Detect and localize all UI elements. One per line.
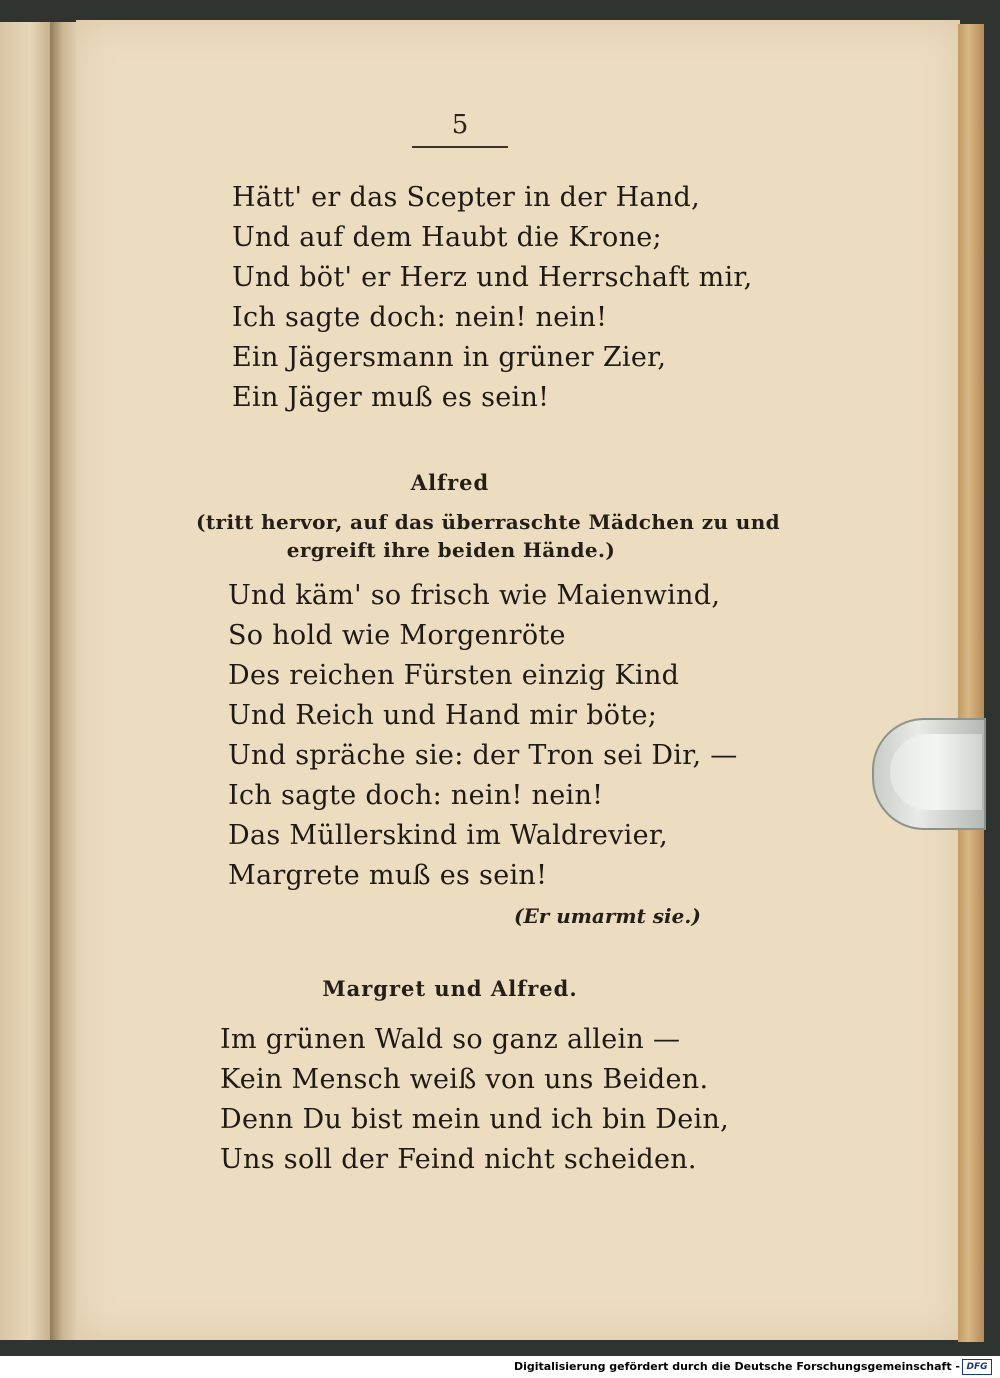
verse-line: Uns soll der Feind nicht scheiden. <box>220 1144 697 1175</box>
verse-line: Hätt' er das Scepter in der Hand, <box>232 182 700 213</box>
verse-line: Ich sagte doch: nein! nein! <box>228 780 604 811</box>
verse-line: Kein Mensch weiß von uns Beiden. <box>220 1064 709 1095</box>
verse-line: Und böt' er Herz und Herrschaft mir, <box>232 262 753 293</box>
verse-line: Denn Du bist mein und ich bin Dein, <box>220 1104 729 1135</box>
stage-direction: ergreift ihre beiden Hände.) <box>286 538 616 562</box>
verse-line: So hold wie Morgenröte <box>228 620 566 651</box>
verse-line: Und käm' so frisch wie Maienwind, <box>228 580 721 611</box>
page-number-rule <box>412 146 508 148</box>
verse-line: Und Reich und Hand mir böte; <box>228 700 658 731</box>
stage-direction: (tritt hervor, auf das überraschte Mädchen zu und <box>196 510 781 534</box>
speaker-name: Margret und Alfred. <box>322 976 578 1001</box>
verse-line: Ein Jäger muß es sein! <box>232 382 550 413</box>
footer-credit: Digitalisierung gefördert durch die Deutsche Forschungsgemeinschaft - <box>513 1360 960 1373</box>
verse-line: Und spräche sie: der Tron sei Dir, — <box>228 740 738 771</box>
verse-line: Das Müllerskind im Waldrevier, <box>228 820 668 851</box>
verse-line: Und auf dem Haubt die Krone; <box>232 222 662 253</box>
verse-line: Ein Jägersmann in grüner Zier, <box>232 342 667 373</box>
verse-line: Margrete muß es sein! <box>228 860 548 891</box>
verse-line: Des reichen Fürsten einzig Kind <box>228 660 680 691</box>
verse-line: Ich sagte doch: nein! nein! <box>232 302 608 333</box>
verse-line: Im grünen Wald so ganz allein — <box>220 1024 681 1055</box>
stage-direction: (Er umarmt sie.) <box>514 904 701 928</box>
speaker-name: Alfred <box>410 470 490 495</box>
dfg-logo: DFG <box>962 1359 992 1375</box>
page-number: 5 <box>451 110 469 140</box>
